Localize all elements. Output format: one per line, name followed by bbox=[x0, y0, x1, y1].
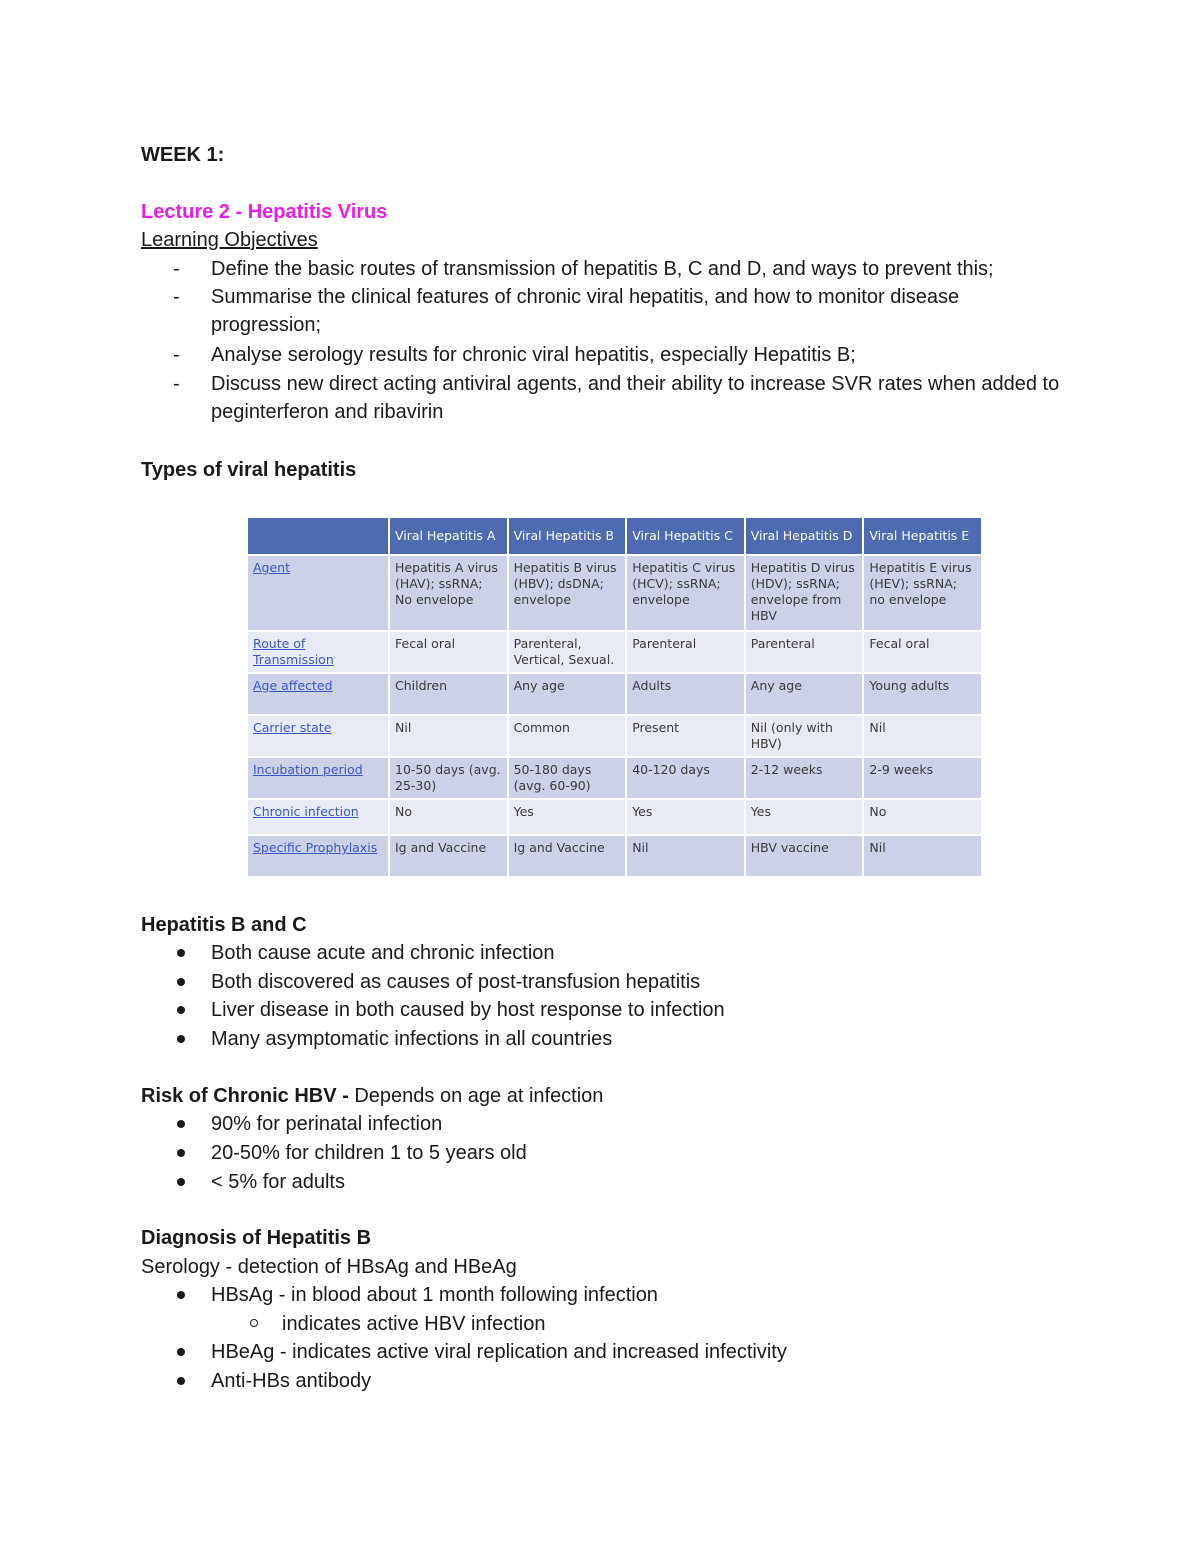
hep-bc-heading: Hepatitis B and C bbox=[141, 914, 307, 936]
row-header-link[interactable]: Incubation period bbox=[247, 757, 389, 799]
viral-hepatitis-table bbox=[246, 516, 983, 878]
list-item: Many asymptomatic infections in all countries bbox=[211, 1028, 613, 1050]
table-cell: Ig and Vaccine bbox=[389, 835, 508, 877]
table-cell: Nil bbox=[389, 715, 508, 757]
table-cell: Parenteral bbox=[745, 631, 864, 673]
bullet-icon bbox=[177, 1006, 185, 1014]
table-row bbox=[247, 757, 982, 799]
diagnosis-heading: Diagnosis of Hepatitis B bbox=[141, 1227, 372, 1249]
table-cell: Common bbox=[508, 715, 627, 757]
lecture-title: Lecture 2 - Hepatitis Virus bbox=[141, 201, 388, 223]
bullet-icon bbox=[177, 1120, 185, 1128]
table-header-row bbox=[247, 517, 982, 555]
list-dash: - bbox=[173, 258, 180, 280]
list-item: 20-50% for children 1 to 5 years old bbox=[211, 1142, 527, 1164]
risk-subtitle: Depends on age at infection bbox=[354, 1085, 604, 1107]
table-cell: Young adults bbox=[863, 673, 982, 715]
list-item: HBeAg - indicates active viral replication and increased infectivity bbox=[211, 1341, 787, 1363]
row-header-link[interactable]: Age affected bbox=[247, 673, 389, 715]
list-dash: - bbox=[173, 373, 180, 395]
row-header-link[interactable]: Specific Prophylaxis bbox=[247, 835, 389, 877]
row-header-link[interactable]: Chronic infection bbox=[247, 799, 389, 835]
table-header-cell: Viral Hepatitis A bbox=[389, 517, 508, 555]
table-row bbox=[247, 673, 982, 715]
table-cell: No bbox=[389, 799, 508, 835]
table-cell: Yes bbox=[508, 799, 627, 835]
bullet-icon bbox=[177, 1035, 185, 1043]
list-item: Both discovered as causes of post-transfusion hepatitis bbox=[211, 971, 701, 993]
table-cell: Nil bbox=[863, 715, 982, 757]
table-cell: Hepatitis C virus (HCV); ssRNA; envelope bbox=[626, 555, 745, 631]
table-cell: Parenteral, Vertical, Sexual. bbox=[508, 631, 627, 673]
sub-list-item: indicates active HBV infection bbox=[282, 1313, 546, 1335]
types-heading: Types of viral hepatitis bbox=[141, 459, 357, 481]
bullet-icon bbox=[177, 1348, 185, 1356]
list-item: < 5% for adults bbox=[211, 1171, 345, 1193]
table-cell: Present bbox=[626, 715, 745, 757]
table-cell: Nil bbox=[863, 835, 982, 877]
table-cell: Ig and Vaccine bbox=[508, 835, 627, 877]
table-cell: Nil (only with HBV) bbox=[745, 715, 864, 757]
list-item: Both cause acute and chronic infection bbox=[211, 942, 555, 964]
table-cell: Yes bbox=[745, 799, 864, 835]
table-cell: Fecal oral bbox=[389, 631, 508, 673]
table-cell: 50-180 days (avg. 60-90) bbox=[508, 757, 627, 799]
table-cell: 10-50 days (avg. 25-30) bbox=[389, 757, 508, 799]
list-item: Liver disease in both caused by host response to infection bbox=[211, 999, 725, 1021]
diagnosis-intro: Serology - detection of HBsAg and HBeAg bbox=[141, 1256, 517, 1278]
table-header-cell: Viral Hepatitis D bbox=[745, 517, 864, 555]
table-row bbox=[247, 631, 982, 673]
objective-item: Analyse serology results for chronic viral hepatitis, especially Hepatitis B; bbox=[211, 344, 856, 366]
list-item: 90% for perinatal infection bbox=[211, 1113, 443, 1135]
bullet-icon bbox=[177, 1291, 185, 1299]
bullet-icon bbox=[177, 1377, 185, 1385]
row-header-link[interactable]: Carrier state bbox=[247, 715, 389, 757]
list-dash: - bbox=[173, 344, 180, 366]
table-row bbox=[247, 835, 982, 877]
table-row bbox=[247, 555, 982, 631]
list-item: Anti-HBs antibody bbox=[211, 1370, 372, 1392]
row-header-link[interactable]: Route of Transmission bbox=[247, 631, 389, 673]
table-header-cell bbox=[247, 517, 389, 555]
table-cell: Fecal oral bbox=[863, 631, 982, 673]
table-cell: Hepatitis E virus (HEV); ssRNA; no envelope bbox=[863, 555, 982, 631]
objective-item: Summarise the clinical features of chronic viral hepatitis, and how to monitor disease progression; bbox=[211, 286, 960, 336]
bullet-icon bbox=[177, 1178, 185, 1186]
bullet-icon bbox=[177, 1149, 185, 1157]
table-cell: Hepatitis B virus (HBV); dsDNA; envelope bbox=[508, 555, 627, 631]
objective-item: Define the basic routes of transmission of hepatitis B, C and D, and ways to prevent this; bbox=[211, 258, 994, 280]
table-cell: Parenteral bbox=[626, 631, 745, 673]
table-row bbox=[247, 715, 982, 757]
table-cell: HBV vaccine bbox=[745, 835, 864, 877]
table-cell: 40-120 days bbox=[626, 757, 745, 799]
table-cell: No bbox=[863, 799, 982, 835]
bullet-icon bbox=[177, 949, 185, 957]
table-cell: 2-12 weeks bbox=[745, 757, 864, 799]
hollow-bullet-icon bbox=[250, 1319, 258, 1327]
table-cell: 2-9 weeks bbox=[863, 757, 982, 799]
table-row bbox=[247, 799, 982, 835]
bullet-icon bbox=[177, 978, 185, 986]
list-item: HBsAg - in blood about 1 month following infection bbox=[211, 1284, 658, 1306]
table-cell: Hepatitis A virus (HAV); ssRNA; No envelope bbox=[389, 555, 508, 631]
table-cell: Any age bbox=[508, 673, 627, 715]
table-cell: Nil bbox=[626, 835, 745, 877]
table-cell: Yes bbox=[626, 799, 745, 835]
table-header-cell: Viral Hepatitis E bbox=[863, 517, 982, 555]
risk-heading-line bbox=[141, 1082, 603, 1110]
week-heading: WEEK 1: bbox=[141, 144, 225, 166]
table-header-cell: Viral Hepatitis B bbox=[508, 517, 627, 555]
objective-item: Discuss new direct acting antiviral agents, and their ability to increase SVR rates when added to peginterferon and ribavirin bbox=[211, 373, 1060, 423]
table-cell: Children bbox=[389, 673, 508, 715]
table-cell: Adults bbox=[626, 673, 745, 715]
risk-heading: Risk of Chronic HBV - bbox=[141, 1085, 355, 1107]
learning-objectives-heading: Learning Objectives bbox=[141, 229, 318, 251]
row-header-link[interactable]: Agent bbox=[247, 555, 389, 631]
table-header-cell: Viral Hepatitis C bbox=[626, 517, 745, 555]
table-cell: Hepatitis D virus (HDV); ssRNA; envelope from HBV bbox=[745, 555, 864, 631]
table-cell: Any age bbox=[745, 673, 864, 715]
list-dash: - bbox=[173, 286, 180, 308]
